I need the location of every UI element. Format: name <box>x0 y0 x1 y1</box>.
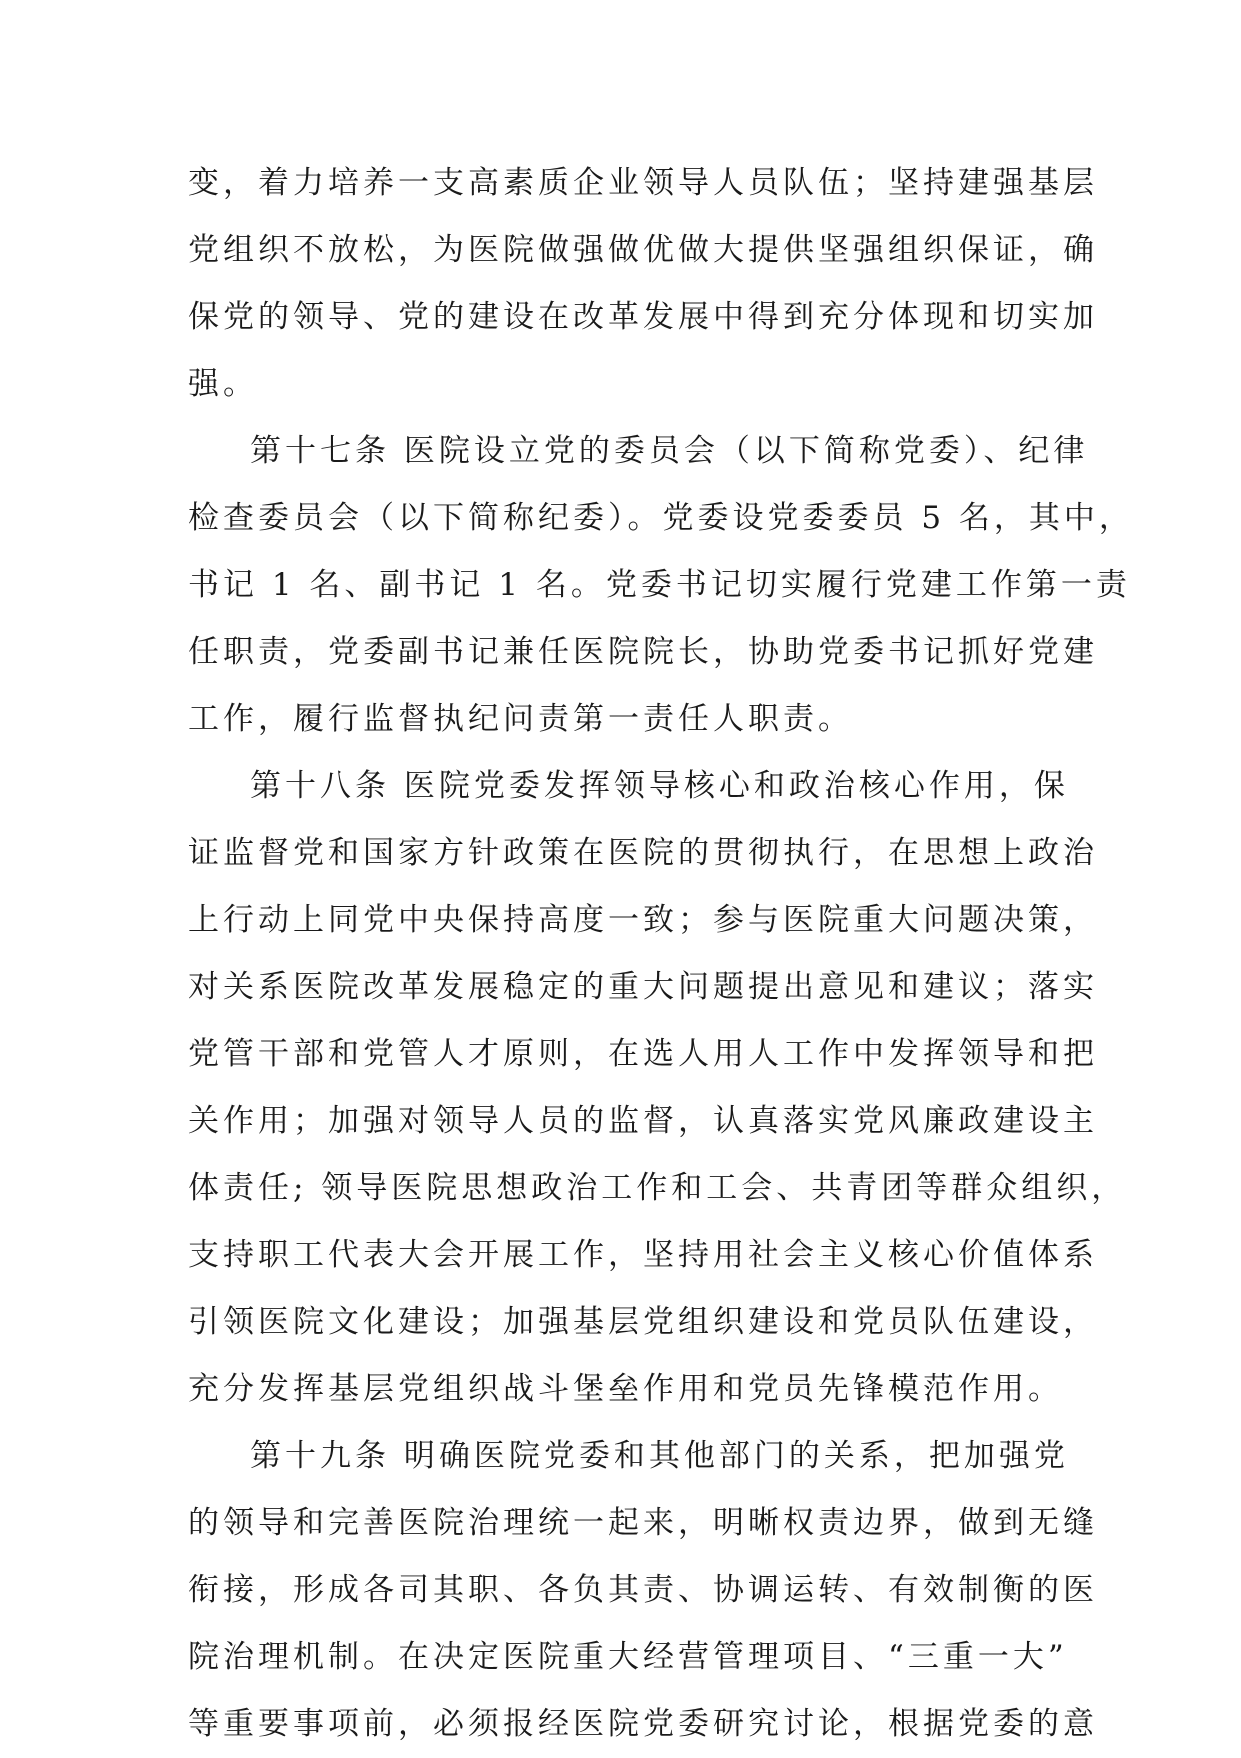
text-line: 关作用；加强对领导人员的监督，认真落实党风廉政建设主 <box>188 1103 1098 1139</box>
text-line: 保党的领导、党的建设在改革发展中得到充分体现和切实加 <box>188 299 1098 335</box>
text-line: 支持职工代表大会开展工作，坚持用社会主义核心价值体系 <box>188 1237 1098 1273</box>
text-line: 对关系医院改革发展稳定的重大问题提出意见和建议；落实 <box>188 969 1098 1005</box>
paragraph-article-17 <box>188 418 1134 753</box>
text-line: 书记 1 名、副书记 1 名。党委书记切实履行党建工作第一责 <box>188 567 1131 603</box>
text-line: 党组织不放松，为医院做强做优做大提供坚强组织保证，确 <box>188 232 1098 268</box>
text-line: 充分发挥基层党组织战斗堡垒作用和党员先锋模范作用。 <box>188 1371 1063 1407</box>
text-line: 体责任; 领导医院思想政治工作和工会、共青团等群众组织， <box>188 1170 1127 1206</box>
text-line: 第十七条 医院设立党的委员会（以下简称党委）、纪律 <box>250 433 1089 469</box>
text-line: 衔接，形成各司其职、各负其责、协调运转、有效制衡的医 <box>188 1572 1098 1608</box>
text-line: 引领医院文化建设；加强基层党组织建设和党员队伍建设， <box>188 1304 1098 1340</box>
text-line: 上行动上同党中央保持高度一致；参与医院重大问题决策， <box>188 902 1098 938</box>
text-line: 任职责，党委副书记兼任医院院长，协助党委书记抓好党建 <box>188 634 1098 670</box>
text-line: 的领导和完善医院治理统一起来，明晰权责边界，做到无缝 <box>188 1505 1098 1541</box>
document-page <box>188 150 1134 1758</box>
text-line: 变，着力培养一支高素质企业领导人员队伍；坚持建强基层 <box>188 165 1098 201</box>
text-line: 检查委员会（以下简称纪委）。党委设党委委员 5 名，其中， <box>188 500 1134 536</box>
text-line: 工作，履行监督执纪问责第一责任人职责。 <box>188 701 853 737</box>
paragraph-article-19 <box>188 1423 1098 1758</box>
text-line: 证监督党和国家方针政策在医院的贯彻执行，在思想上政治 <box>188 835 1098 871</box>
text-line: 第十九条 明确医院党委和其他部门的关系，把加强党 <box>250 1438 1069 1474</box>
text-line: 强。 <box>188 366 258 402</box>
text-line: 院治理机制。在决定医院重大经营管理项目、“三重一大” <box>188 1639 1068 1675</box>
text-line: 第十八条 医院党委发挥领导核心和政治核心作用，保 <box>250 768 1069 804</box>
text-line: 党管干部和党管人才原则，在选人用人工作中发挥领导和把 <box>188 1036 1098 1072</box>
text-line: 等重要事项前，必须报经医院党委研究讨论，根据党委的意 <box>188 1706 1098 1742</box>
paragraph-article-18 <box>188 753 1127 1423</box>
paragraph-continuation <box>188 150 1098 418</box>
